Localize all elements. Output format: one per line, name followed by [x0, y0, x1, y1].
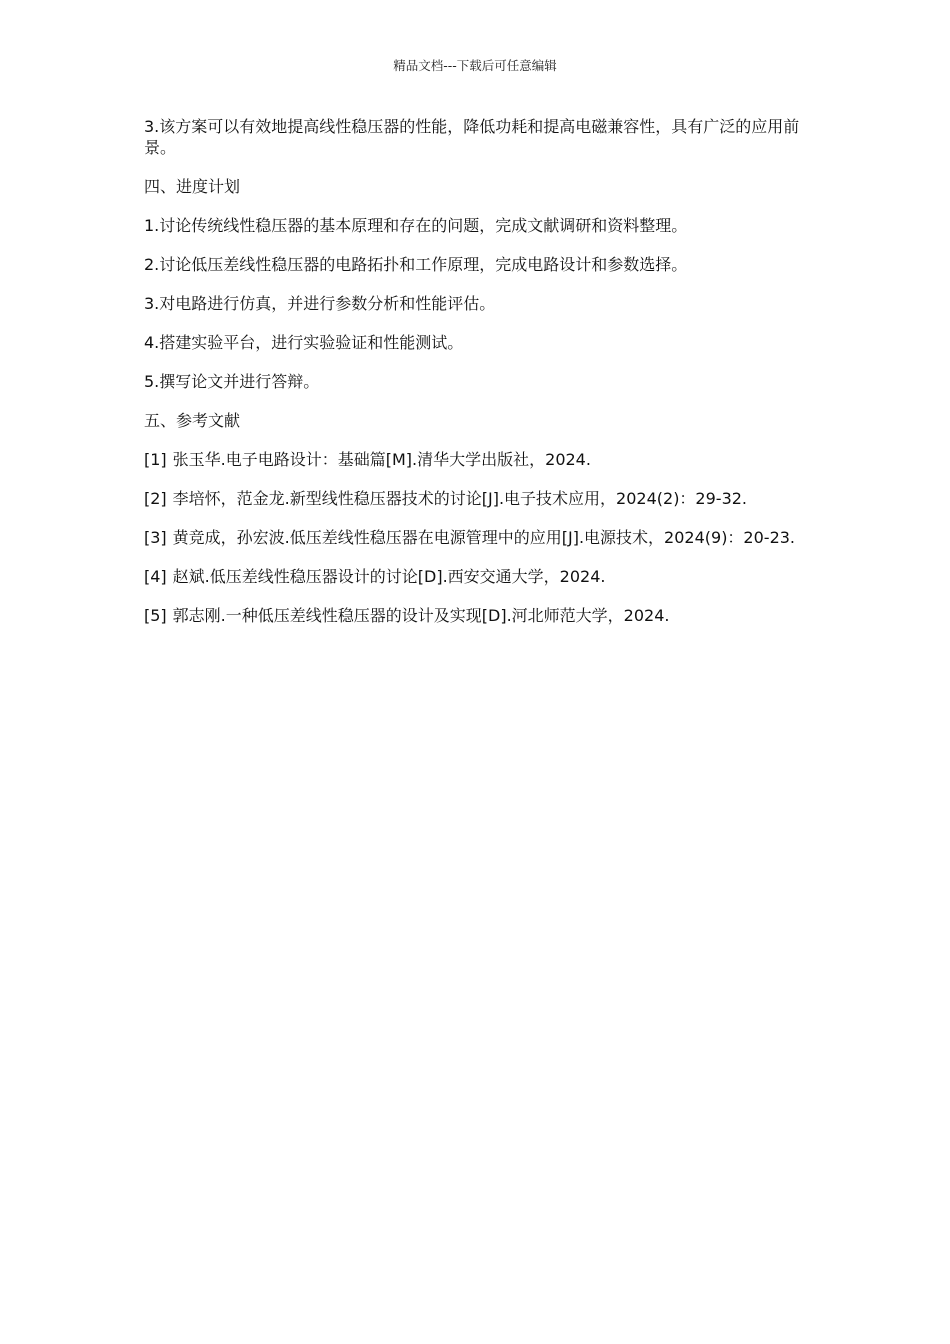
reference-number: [5] — [144, 606, 167, 625]
reference-2 — [144, 488, 810, 509]
reference-number: [4] — [144, 567, 167, 586]
reference-3 — [144, 527, 810, 548]
schedule-item-5: 5.撰写论文并进行答辩。 — [144, 372, 320, 391]
section-4-title: 四、进度计划 — [144, 177, 241, 196]
reference-text: 郭志刚.一种低压差线性稳压器的设计及实现[D].河北师范大学，2024. — [172, 606, 670, 625]
intro-point-3: 3.该方案可以有效地提高线性稳压器的性能，降低功耗和提高电磁兼容性，具有广泛的应用前景。 — [144, 117, 800, 157]
document-content — [144, 116, 810, 644]
reference-number: [1] — [144, 450, 167, 469]
section-5-title: 五、参考文献 — [144, 411, 241, 430]
reference-4 — [144, 566, 810, 587]
page-header: 精品文档---下载后可任意编辑 — [393, 58, 557, 73]
reference-1 — [144, 449, 810, 470]
reference-text: 黄竞成，孙宏波.低压差线性稳压器在电源管理中的应用[J].电源技术，2024(9)：20-23. — [172, 528, 796, 547]
schedule-item-2: 2.讨论低压差线性稳压器的电路拓扑和工作原理，完成电路设计和参数选择。 — [144, 255, 688, 274]
reference-text: 张玉华.电子电路设计：基础篇[M].清华大学出版社，2024. — [172, 450, 591, 469]
reference-5 — [144, 605, 810, 626]
reference-text: 李培怀，范金龙.新型线性稳压器技术的讨论[J].电子技术应用，2024(2)：29-32. — [172, 489, 748, 508]
schedule-item-1: 1.讨论传统线性稳压器的基本原理和存在的问题，完成文献调研和资料整理。 — [144, 216, 688, 235]
schedule-item-3: 3.对电路进行仿真，并进行参数分析和性能评估。 — [144, 294, 496, 313]
schedule-item-4: 4.搭建实验平台，进行实验验证和性能测试。 — [144, 333, 464, 352]
reference-number: [3] — [144, 528, 167, 547]
reference-number: [2] — [144, 489, 167, 508]
reference-text: 赵斌.低压差线性稳压器设计的讨论[D].西安交通大学，2024. — [172, 567, 606, 586]
